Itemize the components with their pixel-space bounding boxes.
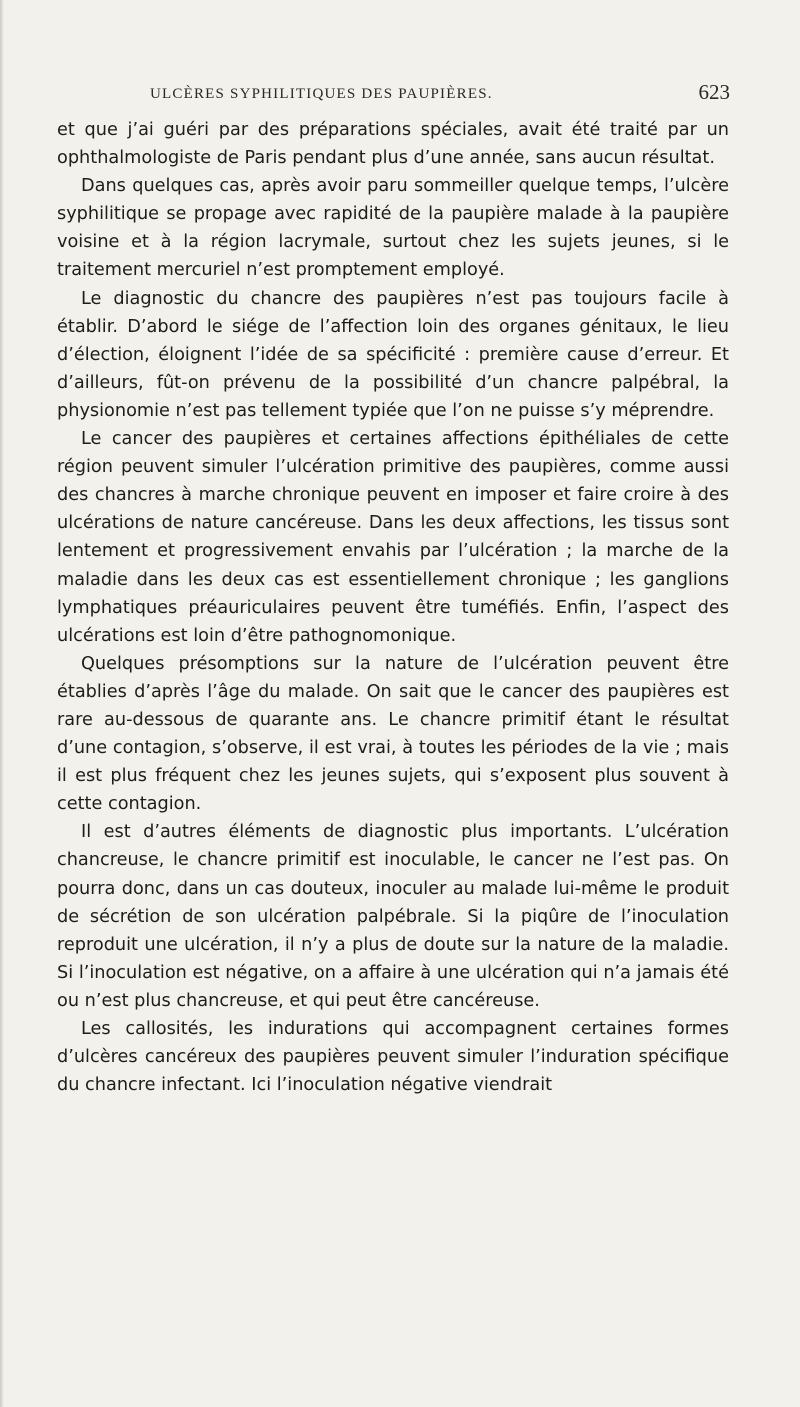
page-edge [0, 0, 4, 1407]
paragraph: Dans quelques cas, après avoir paru sommeiller quelque temps, l’ulcère syphilitique se propage avec rapidité de la paupière malade à la paupière voisine et à la région lacrymale, surtout chez les sujets jeunes, si le traitement mercuriel n’est promptement employé. [57, 176, 729, 281]
paragraph: Les callosités, les indurations qui accompagnent certaines formes d’ulcères cancéreux des paupières peuvent simuler l’induration spécifique du chancre infectant. Ici l’inoculation négative viendrait [57, 1019, 729, 1096]
paragraph: Le diagnostic du chancre des paupières n’est pas toujours facile à établir. D’abord le siége de l’affection loin des organes génitaux, le lieu d’élection, éloignent l’idée de sa spécificité : première cause d’erreur. Et d’ailleurs, fût-on prévenu de la possibilité d’un chancre palpébral, la physionomie n’est pas tellement typiée que l’on ne puisse s’y méprendre. [57, 288, 729, 421]
page-number: 623 [698, 80, 730, 104]
paragraph: et que j’ai guéri par des préparations spéciales, avait été traité par un ophthalmologiste de Paris pendant plus d’une année, sans aucun résultat. [57, 120, 729, 169]
paragraph: Le cancer des paupières et certaines affections épithéliales de cette région peuvent simuler l’ulcération primitive des paupières, comme aussi des chancres à marche chronique peuvent en imposer et faire croire à des ulcérations de nature cancéreuse. Dans les deux affections, les tissus sont lentement et progressivement envahis par l’ulcération ; la marche de la maladie dans les deux cas est essentiellement chronique ; les ganglions lymphatiques préauriculaires peuvent être tuméfiés. Enfin, l’aspect des ulcérations est loin d’être pathognomonique. [57, 429, 729, 646]
paragraph: Quelques présomptions sur la nature de l’ulcération peuvent être établies d’après l’âge du malade. On sait que le cancer des paupières est rare au-dessous de quarante ans. Le chancre primitif étant le résultat d’une contagion, s’observe, il est vrai, à toutes les périodes de la vie ; mais il est plus fréquent chez les jeunes sujets, qui s’exposent plus souvent à cette contagion. [57, 653, 729, 815]
paragraph: Il est d’autres éléments de diagnostic plus importants. L’ulcération chancreuse, le chancre primitif est inoculable, le cancer ne l’est pas. On pourra donc, dans un cas douteux, inoculer au malade lui-même le produit de sécrétion de son ulcération palpébrale. Si la piqûre de l’inoculation reproduit une ulcération, il n’y a plus de doute sur la nature de la maladie. Si l’inoculation est négative, on a affaire à une ulcération qui n’a jamais été ou n’est plus chancreuse, et qui peut être cancéreuse. [57, 822, 729, 1011]
body-text [57, 116, 729, 1099]
running-header [150, 78, 730, 108]
running-title: ULCÈRES SYPHILITIQUES DES PAUPIÈRES. [150, 86, 493, 102]
